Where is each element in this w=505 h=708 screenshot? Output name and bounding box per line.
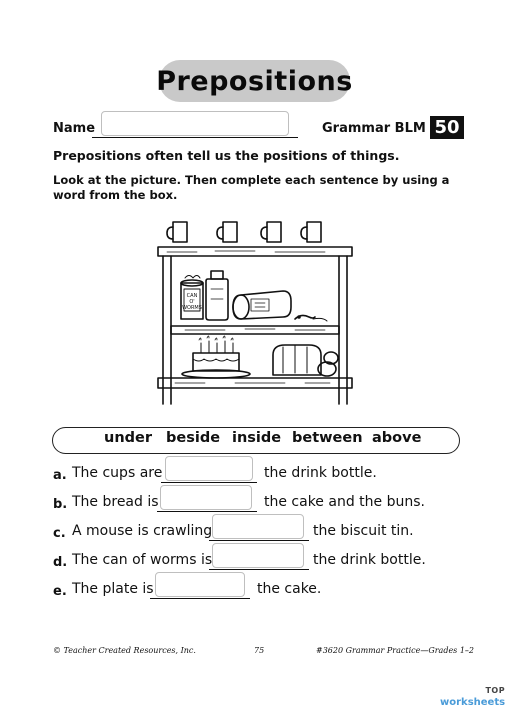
instructions: Look at the picture. Then complete each sentence by using a word from the box. — [53, 173, 450, 202]
can-label-line-3: WORMS — [182, 305, 202, 311]
answer-input-d[interactable] — [212, 543, 304, 568]
answer-underline — [157, 511, 257, 512]
answer-input-a[interactable] — [165, 456, 253, 481]
sentence-after: the drink bottle. — [313, 552, 426, 568]
can-label-line-1: CAN — [186, 293, 198, 299]
blm-number-badge: 50 — [430, 116, 464, 139]
sentence-letter: c. — [53, 526, 66, 541]
sentence-after: the cake and the buns. — [264, 494, 425, 510]
footer-page-number: 75 — [254, 646, 265, 655]
answer-input-e[interactable] — [155, 572, 245, 597]
answer-input-b[interactable] — [160, 485, 252, 510]
drink-bottle-icon — [206, 271, 228, 320]
sentence-letter: e. — [53, 584, 67, 599]
word-beside: beside — [166, 430, 221, 446]
word-between: between — [292, 430, 363, 446]
name-input[interactable] — [101, 111, 289, 136]
footer-publisher: © Teacher Created Resources, Inc. — [53, 646, 196, 655]
page-title: Prepositions — [156, 65, 353, 97]
sentence-letter: a. — [53, 468, 67, 483]
word-under: under — [104, 430, 153, 446]
sentence-letter: d. — [53, 555, 68, 570]
answer-underline — [209, 540, 309, 541]
bread-icon — [273, 345, 321, 375]
subtitle: Prepositions often tell us the positions of things. — [53, 148, 400, 163]
sentence-before: A mouse is crawling — [72, 523, 213, 539]
cake-icon — [193, 336, 239, 371]
can-label-line-2: O' — [189, 299, 195, 305]
sentence-before: The cups are — [72, 465, 163, 481]
answer-underline — [209, 569, 309, 570]
biscuit-tin-icon — [233, 291, 291, 319]
word-above: above — [372, 430, 422, 446]
cups-icon — [167, 222, 321, 242]
sentence-letter: b. — [53, 497, 68, 512]
name-label: Name — [53, 121, 96, 136]
sentence-after: the cake. — [257, 581, 322, 597]
answer-underline — [161, 482, 257, 483]
grammar-blm-label: Grammar BLM — [322, 121, 426, 136]
sentence-after: the drink bottle. — [264, 465, 377, 481]
name-underline — [92, 137, 298, 138]
top-worksheets-logo[interactable] — [440, 686, 505, 707]
mouse-icon — [295, 315, 327, 321]
shelf-illustration — [155, 215, 355, 415]
logo-worksheets-text: worksheets — [440, 697, 505, 708]
sentence-before: The can of worms is — [72, 552, 213, 568]
sentence-before: The bread is — [72, 494, 159, 510]
sentence-after: the biscuit tin. — [313, 523, 414, 539]
word-inside: inside — [232, 430, 282, 446]
answer-underline — [150, 598, 250, 599]
sentence-before: The plate is — [72, 581, 154, 597]
footer-book-title: #3620 Grammar Practice—Grades 1–2 — [316, 646, 475, 655]
answer-input-c[interactable] — [212, 514, 304, 539]
logo-top-text: TOP — [485, 686, 505, 695]
